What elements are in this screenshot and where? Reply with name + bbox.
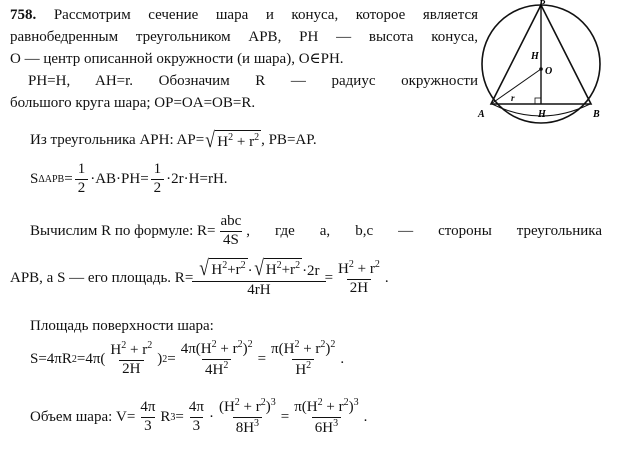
vol-frac-1-num: 4π <box>140 399 156 415</box>
label-b: B <box>593 109 600 120</box>
apb-prefix: APB, a S — его площадь. R= <box>10 269 194 286</box>
area-end: . <box>340 350 345 367</box>
area-frac-2 <box>178 340 256 379</box>
vol-frac-3 <box>216 398 279 437</box>
ap-sqrt: √ $H^2 + r^2$ <box>205 127 260 152</box>
statement-text-1: Рассмотрим сечение шара и конуса, которое является <box>53 7 479 23</box>
area-f2-exp: 2 <box>211 339 217 350</box>
area-f2-plus: + r <box>216 341 238 357</box>
r-rad-2: H <box>265 262 277 278</box>
area-f3-exp2: 2 <box>320 339 326 350</box>
s-sub: ΔAPB <box>38 173 65 185</box>
problem-statement <box>10 4 478 114</box>
vol-frac-2-num: 4π <box>188 399 204 415</box>
vol-f4-plus: + r <box>322 399 344 415</box>
r-eq: = <box>324 269 334 286</box>
area-f3-exp3: 2 <box>330 339 336 350</box>
radius-oa <box>491 69 541 104</box>
area-f1-exp: 2 <box>121 340 127 351</box>
r-dot: · <box>247 263 253 279</box>
r-formula-line <box>30 214 602 249</box>
area-frac-3-den <box>292 359 314 379</box>
label-h-axis: H <box>531 51 539 62</box>
statement-line-1 <box>10 4 478 26</box>
s-mid: ·AB·PH= <box>90 170 149 187</box>
label-p: P <box>539 0 546 10</box>
label-h-base: H <box>538 109 546 120</box>
vol-frac-4-den <box>312 417 341 437</box>
vol-frac-3-num <box>216 398 279 417</box>
vol-eq-2: = <box>280 408 290 425</box>
vol-f3-close: ) <box>265 399 271 415</box>
area-title: Площадь поверхности шара: <box>30 318 214 334</box>
vol-f4-den-exp: 3 <box>333 417 339 429</box>
vol-end: . <box>363 408 368 425</box>
ap-radicand: H <box>217 134 229 150</box>
area-f2-den-exp: 2 <box>223 359 229 371</box>
area-frac-3-num <box>268 340 338 359</box>
vol-f3-plus: + r <box>239 399 261 415</box>
r-result-num <box>335 260 383 279</box>
area-f2-exp3: 2 <box>247 339 253 350</box>
abc-den: 4S <box>220 231 242 249</box>
statement-line-5: большого круга шара; OP=OA=OB=R. <box>10 95 256 111</box>
label-a: A <box>478 109 485 120</box>
area-f3-close: ) <box>325 341 331 357</box>
area-f3-pre: π(H <box>271 341 295 357</box>
ap-exp: 2 <box>228 132 234 143</box>
area-frac-3 <box>268 340 338 379</box>
area-close-exp: 2 <box>162 353 168 365</box>
statement-line-4: PH=H, AH=r. Обозначим R — радиус окружности <box>28 73 478 89</box>
vol-f4-exp3: 3 <box>353 397 359 408</box>
vol-f3-pre: (H <box>218 399 235 415</box>
area-equation <box>30 340 344 379</box>
vol-f3-exp2: 2 <box>260 397 266 408</box>
problem-number: 758. <box>10 7 37 23</box>
area-eq-1: = <box>167 350 176 367</box>
r-end: . <box>384 269 389 286</box>
area-mid: =4π( <box>76 350 106 367</box>
r-big-den: 4rH <box>192 281 325 299</box>
ap-equation <box>30 127 317 152</box>
ap-suffix: , PB=AP. <box>261 132 317 149</box>
vol-f3-den-exp: 3 <box>254 417 260 429</box>
center-point <box>539 67 543 71</box>
statement-line-3: O — центр описанной окружности (и шара), O∈PH. <box>10 51 344 67</box>
half-fraction-1 <box>75 162 89 197</box>
statement-line-2: равнобедренным треугольником APB, PH — высота конуса, <box>10 29 478 45</box>
vol-frac-2 <box>186 400 207 435</box>
r-res-exp: 2 <box>348 259 354 270</box>
vol-dot: · <box>208 408 214 425</box>
r-exp2-2: 2 <box>295 260 301 271</box>
r-res-exp2: 2 <box>374 259 380 270</box>
vol-prefix: Объем шара: V= <box>30 408 136 425</box>
r-rad-1: H <box>211 262 223 278</box>
area-f1-exp2: 2 <box>147 340 153 351</box>
area-f3-den-exp: 2 <box>306 359 312 371</box>
vol-frac-1 <box>137 400 158 435</box>
vol-f4-exp2: 2 <box>343 397 349 408</box>
vol-f4-pre: π(H <box>294 399 318 415</box>
half-num-2: 1 <box>153 161 162 177</box>
area-frac-2-den <box>202 359 231 379</box>
r-result-fraction <box>335 260 383 297</box>
s-end: ·2r·H=rH. <box>166 170 228 187</box>
half-fraction-2 <box>151 162 165 197</box>
right-angle-mark <box>535 98 541 104</box>
vol-eq-1: = <box>175 408 184 425</box>
area-frac-1-den: 2H <box>119 360 143 378</box>
vol-frac-4-num <box>291 398 361 417</box>
sphere-cone-figure <box>476 0 626 128</box>
vol-r: R <box>160 408 171 425</box>
abc-num: abc <box>220 213 242 229</box>
abc-fraction <box>217 214 244 249</box>
area-f2-exp2: 2 <box>237 339 243 350</box>
area-exp: 2 <box>71 353 77 365</box>
r-exp2-1: 2 <box>240 260 246 271</box>
r-big-fraction <box>195 255 322 299</box>
area-frac-1 <box>107 341 155 378</box>
area-frac-2-num <box>178 340 256 359</box>
area-eq-2: = <box>257 350 267 367</box>
r-tail: ·2r <box>302 263 320 279</box>
vol-frac-3-den <box>233 417 262 437</box>
area-close: ) <box>157 350 163 367</box>
r-exp-2: 2 <box>276 260 282 271</box>
r-plus-2: +r <box>281 262 296 278</box>
volume-equation <box>30 398 367 437</box>
vol-f4-close: ) <box>348 399 354 415</box>
area-prefix: S=4πR <box>30 350 72 367</box>
r-exp-1: 2 <box>222 260 228 271</box>
r-sqrt-2: √ $H^2+r^2$ <box>253 255 301 280</box>
area-f3-plus: + r <box>299 341 321 357</box>
vol-frac-2-den: 3 <box>190 417 204 435</box>
area-f2-close: ) <box>242 341 248 357</box>
area-frac-1-num <box>107 341 155 360</box>
label-r: r <box>511 93 515 103</box>
area-f3-den-text: H <box>295 361 307 378</box>
vol-frac-1-den: 3 <box>141 417 155 435</box>
vol-f4-exp: 2 <box>317 397 323 408</box>
ap-plus: + r <box>233 134 255 150</box>
r-big-num <box>195 255 322 281</box>
area-f1-plus: + r <box>126 342 148 358</box>
area-f2-den-text: 4H <box>204 361 224 378</box>
vol-r-exp: 3 <box>170 411 176 423</box>
s-eq: = <box>64 170 73 187</box>
r-suffix: , где a, b,c — стороны треугольника <box>246 222 602 239</box>
r-prefix: Вычислим R по формуле: R= <box>30 222 216 239</box>
r-value-equation <box>10 255 389 299</box>
vol-frac-4 <box>291 398 361 437</box>
r-res-h: H <box>338 261 349 277</box>
r-res-plus: + r <box>353 261 375 277</box>
area-f2-pre: 4π(H <box>180 341 212 357</box>
area-f3-exp: 2 <box>294 339 300 350</box>
half-num-1: 1 <box>77 161 86 177</box>
half-den-2: 2 <box>151 179 165 197</box>
label-o: O <box>545 66 553 77</box>
area-f1-h: H <box>110 342 122 358</box>
r-plus-1: +r <box>227 262 241 278</box>
vol-f4-den-text: 6H <box>314 419 334 436</box>
half-den-1: 2 <box>75 179 89 197</box>
triangle-area-equation <box>30 162 228 197</box>
vol-f3-den-text: 8H <box>235 419 255 436</box>
s-label: S <box>30 170 39 187</box>
vol-f3-exp: 2 <box>234 397 240 408</box>
r-result-den: 2H <box>347 279 371 297</box>
r-sqrt-1: √ $H^2+r^2$ <box>199 255 246 280</box>
ap-exp2: 2 <box>254 132 260 143</box>
vol-f3-exp3: 3 <box>270 397 276 408</box>
ap-prefix: Из треугольника APH: AP= <box>30 132 205 149</box>
